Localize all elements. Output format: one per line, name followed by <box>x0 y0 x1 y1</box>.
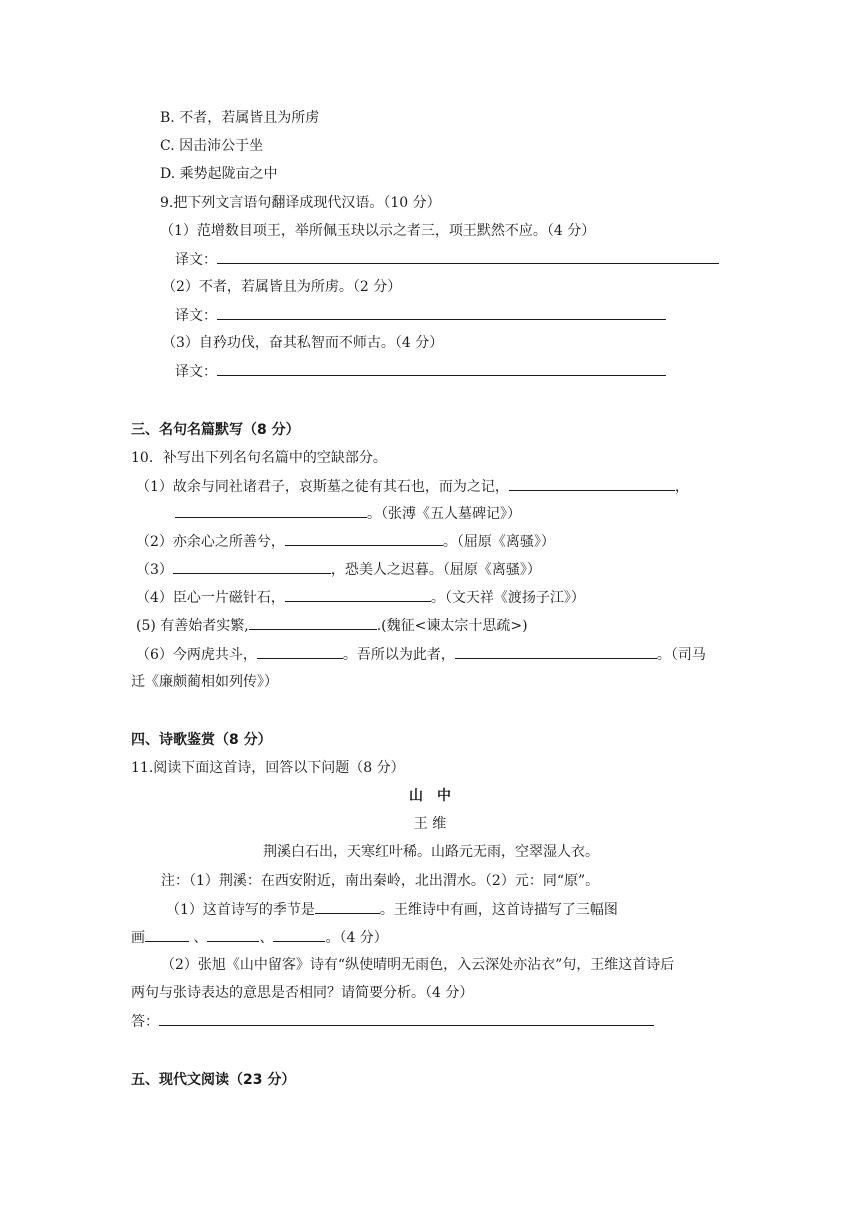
q10-line-3 <box>136 559 541 579</box>
answer-label: 译文： <box>175 308 217 324</box>
q9-sentence-1: （1）范增数目项王，举所佩玉玦以示之者三，项王默然不应。（4 分） <box>160 223 596 239</box>
q10-text: （4）臣心一片磁针石， <box>136 590 285 606</box>
q10-text: ， <box>674 479 689 495</box>
q10-line-6b: 迁《廉颇蔺相如列传》） <box>131 674 278 690</box>
q11-answer <box>131 1011 654 1031</box>
q11-text: 、 <box>189 930 208 946</box>
fill-blank[interactable] <box>257 644 343 659</box>
poem-note: 注：（1）荆溪：在西安附近，南出秦岭，北出渭水。（2）元：同“原”。 <box>161 873 600 889</box>
q10-text: 。（司马 <box>656 647 706 663</box>
fill-blank[interactable] <box>249 615 377 630</box>
fill-blank[interactable] <box>315 899 380 914</box>
q10-text: 。（张溥《五人墓碑记》） <box>367 506 521 522</box>
fill-blank[interactable] <box>207 927 259 942</box>
q9-answer-2 <box>175 305 666 325</box>
q10-text: ，恐美人之迟暮。（屈原《离骚》） <box>330 562 541 578</box>
q11-part-1a <box>166 899 618 919</box>
answer-blank[interactable] <box>159 1011 654 1026</box>
q10-text: （2）亦余心之所善兮， <box>136 534 285 550</box>
answer-label: 译文： <box>175 252 217 268</box>
q11-part-2b: 两句与张诗表达的意思是否相同？请简要分析。（4 分） <box>131 985 474 1001</box>
q10-line-5 <box>136 615 528 635</box>
q10-text: (5) 有善始者实繁, <box>136 618 249 634</box>
q10-line-2 <box>136 531 555 551</box>
option-c: C. 因击沛公于坐 <box>160 138 264 154</box>
q10-text: .(魏征<谏太宗十思疏>) <box>376 618 528 634</box>
q11-text: 画 <box>131 930 145 946</box>
q10-line-4 <box>136 587 585 607</box>
fill-blank[interactable] <box>285 587 431 602</box>
q10-text: （6）今两虎共斗， <box>136 647 257 663</box>
section-4-heading: 四、诗歌鉴赏（8 分） <box>131 732 272 748</box>
q10-text: 。吾所以为此者， <box>342 647 455 663</box>
q10-text: （3） <box>136 562 173 578</box>
section-3-heading: 三、名句名篇默写（8 分） <box>131 422 300 438</box>
q9-answer-1 <box>175 249 719 269</box>
fill-blank[interactable] <box>455 644 657 659</box>
fill-blank[interactable] <box>145 927 189 942</box>
fill-blank[interactable] <box>175 503 367 518</box>
q11-text: 、 <box>259 930 274 946</box>
fill-blank[interactable] <box>273 927 325 942</box>
answer-blank[interactable] <box>217 305 666 320</box>
q10-text: （1）故余与同社诸君子，哀斯墓之徒有其石也，而为之记， <box>136 479 509 495</box>
q10-line-1b <box>175 503 521 523</box>
fill-blank[interactable] <box>285 531 443 546</box>
q9-sentence-2: （2）不者，若属皆且为所虏。（2 分） <box>162 279 402 295</box>
fill-blank[interactable] <box>509 476 675 491</box>
q11-part-1b <box>131 927 388 947</box>
option-d: D. 乘势起陇亩之中 <box>160 166 278 182</box>
q10-text: 。（文天祥《渡扬子江》） <box>430 590 585 606</box>
q11-text: （1）这首诗写的季节是 <box>166 902 315 918</box>
q10-stem: 10．补写出下列名句名篇中的空缺部分。 <box>131 450 387 466</box>
q9-stem: 9.把下列文言语句翻译成现代汉语。（10 分） <box>160 195 441 211</box>
q9-answer-3 <box>175 361 666 381</box>
q11-part-2a: （2）张旭《山中留客》诗有“纵使晴明无雨色，入云深处亦沾衣”句，王维这首诗后 <box>161 957 675 973</box>
q10-text: 。（屈原《离骚》） <box>442 534 555 550</box>
poem-title: 山 中 <box>409 788 451 804</box>
answer-blank[interactable] <box>217 249 719 264</box>
q10-line-6a <box>136 644 706 664</box>
q11-text: 。（4 分） <box>325 930 388 946</box>
poem-author: 王 维 <box>413 816 447 832</box>
q10-line-1a <box>136 476 689 496</box>
option-b: B. 不者，若属皆且为所虏 <box>160 110 320 126</box>
fill-blank[interactable] <box>173 559 331 574</box>
answer-label: 译文： <box>175 364 217 380</box>
answer-label: 答： <box>131 1014 159 1030</box>
q9-sentence-3: （3）自矜功伐，奋其私智而不师古。（4 分） <box>162 335 444 351</box>
poem-text: 荆溪白石出，天寒红叶稀。山路元无雨，空翠湿人衣。 <box>263 844 599 860</box>
q11-text: 。王维诗中有画，这首诗描写了三幅图 <box>379 902 618 918</box>
answer-blank[interactable] <box>217 361 666 376</box>
q11-stem: 11.阅读下面这首诗，回答以下问题（8 分） <box>131 760 405 776</box>
section-5-heading: 五、现代文阅读（23 分） <box>131 1072 296 1088</box>
